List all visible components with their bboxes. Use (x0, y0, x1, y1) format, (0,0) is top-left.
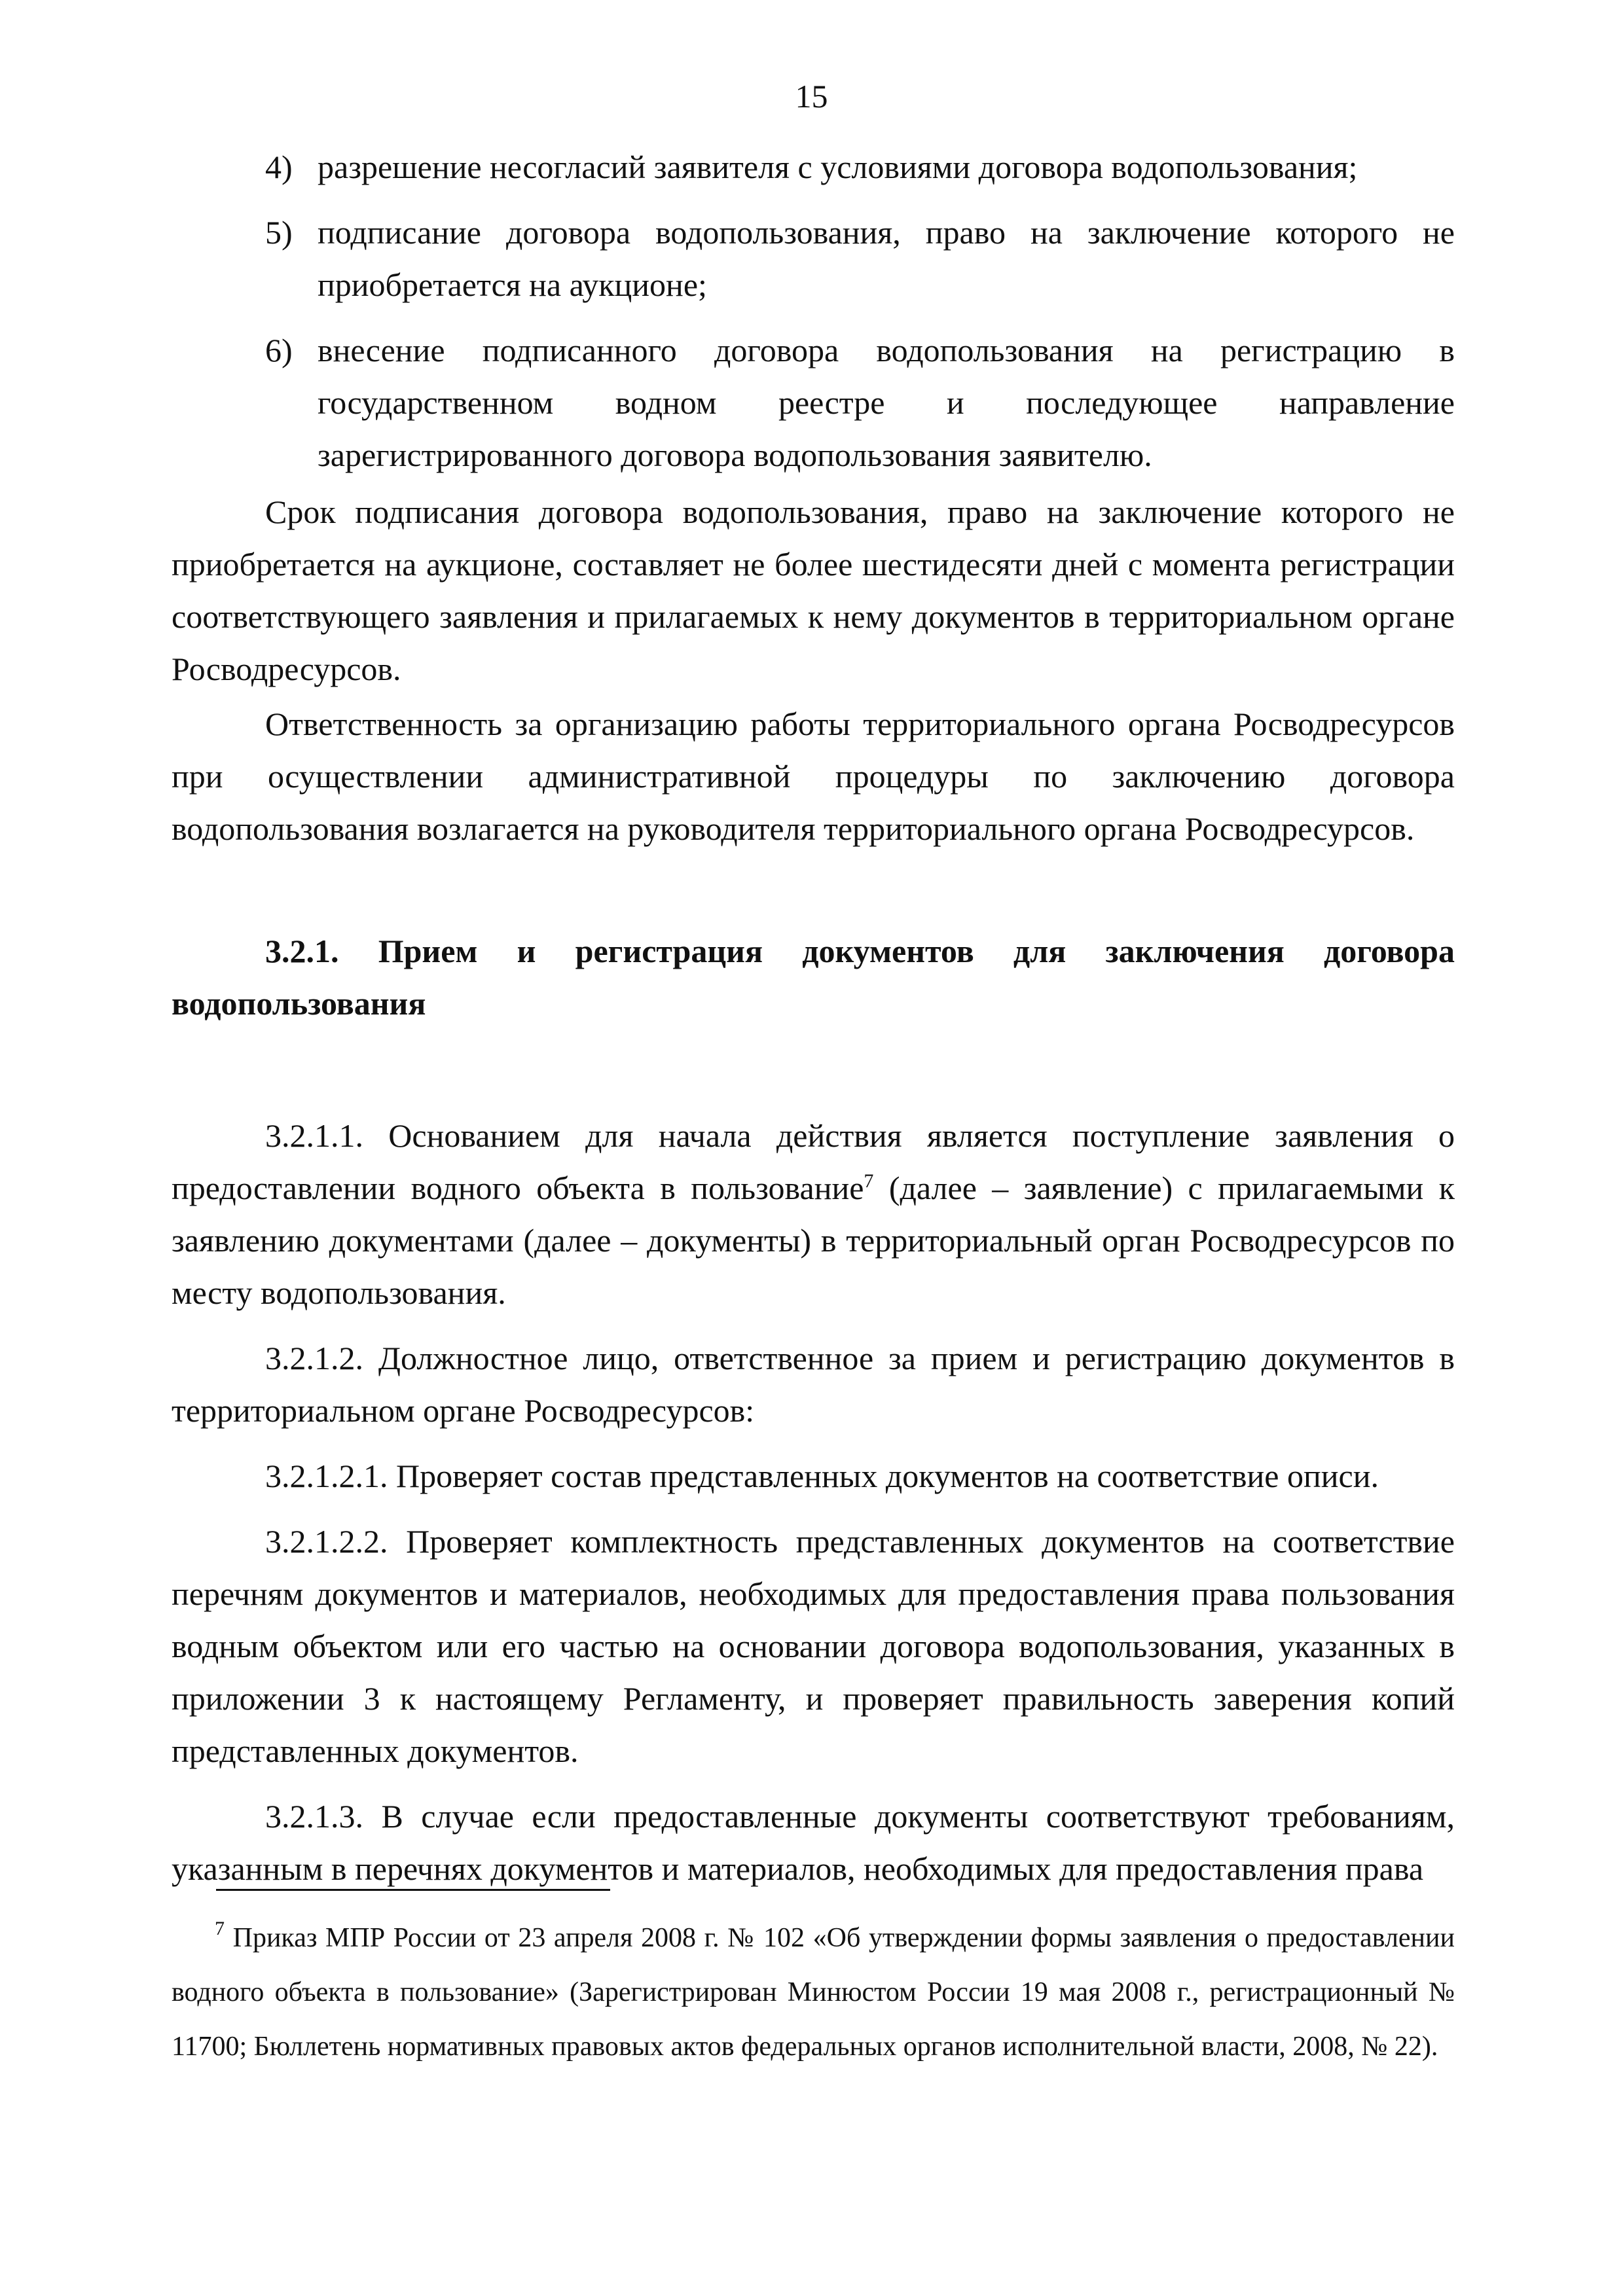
paragraph-3-2-1-1 (172, 1109, 1455, 1319)
section-heading-block (172, 925, 1455, 1030)
list-item-number: 6) (265, 332, 293, 368)
list-item (172, 206, 1455, 311)
page-number: 15 (795, 78, 828, 115)
list-item-number: 4) (265, 149, 293, 185)
paragraph-3-2-1-2-1: 3.2.1.2.1. Проверяет состав представленных документов на соответствие описи. (265, 1458, 1379, 1494)
list-item-text: разрешение несогласий заявителя с условиями договора водопользования; (318, 149, 1358, 185)
list-item (172, 141, 1455, 193)
section-heading: 3.2.1. Прием и регистрация документов для заключения договора водопользования (172, 933, 1455, 1022)
footnote-text: Приказ МПР России от 23 апреля 2008 г. № 102 «Об утверждении формы заявления о предоставлении водного объекта в пользование» (Зарегистрирован Минюстом России 19 мая 2008 г., регистрационный № 11700; Бюллетень нормативных правовых актов федеральных органов исполнительной власти, 2008, № 22). (172, 1923, 1455, 2062)
paragraph-3-2-1-2: 3.2.1.2. Должностное лицо, ответственное за прием и регистрацию документов в территориальном органе Росводресурсов: (172, 1340, 1455, 1429)
footnote-divider (216, 1889, 610, 1891)
responsibility-paragraph: Ответственность за организацию работы территориального органа Росводресурсов при осуществлении административной процедуры по заключению договора водопользования возлагается на руководителя территориального органа Росводресурсов. (172, 706, 1455, 847)
list-item-text: подписание договора водопользования, право на заключение которого не приобретается на аукционе; (318, 214, 1455, 303)
list-item-number: 5) (265, 214, 293, 251)
paragraph-3-2-1-2-2: 3.2.1.2.2. Проверяет комплектность представленных документов на соответствие перечням документов и материалов, необходимых для предоставления права пользования водным объектом или его частью на основании договора водопользования, указанных в приложении 3 к настоящему Регламенту, и проверяет правильность заверения копий представленных документов. (172, 1523, 1455, 1769)
paragraph-3-2-1-3: 3.2.1.3. В случае если предоставленные документы соответствуют требованиям, указанным в перечнях документов и материалов, необходимых для предоставления права (172, 1798, 1455, 1887)
footnote-reference: 7 (864, 1170, 874, 1192)
term-paragraph-block (172, 486, 1455, 695)
term-paragraph: Срок подписания договора водопользования, право на заключение которого не приобретается на аукционе, составляет не более шестидесяти дней с момента регистрации соответствующего заявления и прилагаемых к нему документов в территориальном органе Росводресурсов. (172, 493, 1455, 687)
list-item-text: внесение подписанного договора водопользования на регистрацию в государственном водном реестре и последующее направление зарегистрированного договора водопользования заявителю. (318, 332, 1455, 473)
footnote-7 (172, 1911, 1455, 2074)
paragraph-3-2-1-1-start: 3.2.1.1. Основанием для начала действия является поступление заявления о предоставлении водного объекта в пользование (172, 1117, 1455, 1206)
footnote-marker: 7 (215, 1918, 225, 1939)
procedure-list (172, 141, 1455, 494)
responsibility-paragraph-block (172, 698, 1455, 855)
footnotes (172, 1911, 1455, 2074)
list-item (172, 324, 1455, 481)
paragraph-3-2-1-1-end: (далее – заявление) с прилагаемыми к заявлению документами (далее – документы) в территориальный орган Росводресурсов по месту водопользования. (172, 1170, 1455, 1311)
body-section (172, 1109, 1455, 1895)
